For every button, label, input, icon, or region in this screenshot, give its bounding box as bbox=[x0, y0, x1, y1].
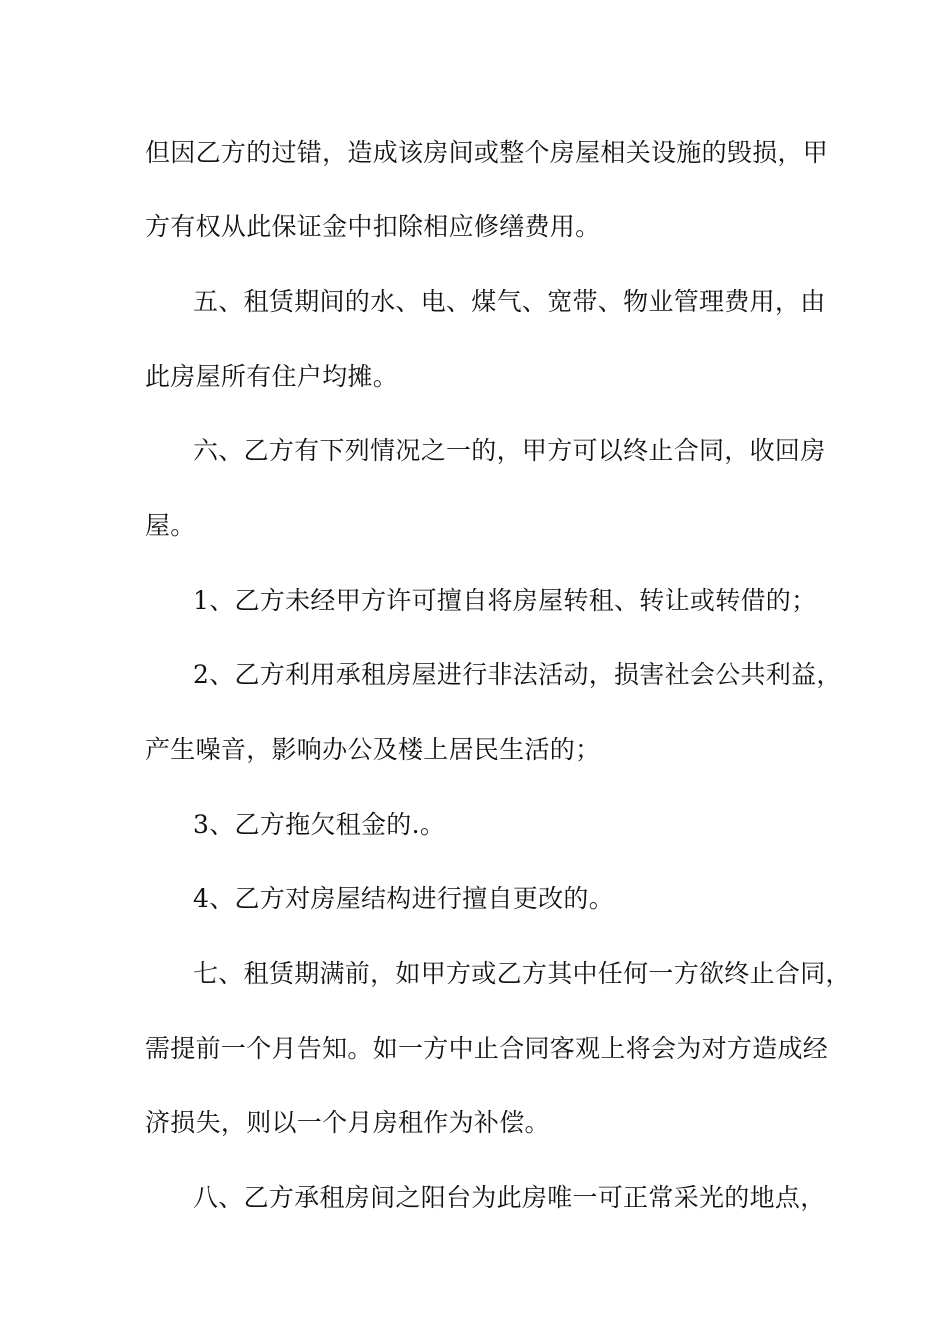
clause-7-line-1: 七、租赁期满前，如甲方或乙方其中任何一方欲终止合同， bbox=[193, 959, 851, 988]
item-2-line-2: 产生噪音，影响办公及楼上居民生活的； bbox=[145, 735, 601, 764]
text-line-2: 方有权从此保证金中扣除相应修缮费用。 bbox=[145, 212, 601, 241]
item-2-line-1: 2、乙方利用承租房屋进行非法活动，损害社会公共利益， bbox=[193, 660, 842, 689]
clause-7-line-3: 济损失，则以一个月房租作为补偿。 bbox=[145, 1108, 550, 1137]
text-line-1: 但因乙方的过错，造成该房间或整个房屋相关设施的毁损，甲 bbox=[145, 138, 829, 167]
clause-6-line-2: 屋。 bbox=[145, 511, 196, 540]
clause-7-line-2: 需提前一个月告知。如一方中止合同客观上将会为对方造成经 bbox=[145, 1034, 829, 1063]
clause-6-line-1: 六、乙方有下列情况之一的，甲方可以终止合同，收回房 bbox=[193, 436, 826, 465]
clause-5-line-1: 五、租赁期间的水、电、煤气、宽带、物业管理费用，由 bbox=[193, 287, 826, 316]
item-3-line: 3、乙方拖欠租金的.。 bbox=[193, 810, 446, 839]
item-1-line: 1、乙方未经甲方许可擅自将房屋转租、转让或转借的； bbox=[193, 586, 817, 615]
clause-5-line-2: 此房屋所有住户均摊。 bbox=[145, 362, 399, 391]
clause-8-line-1: 八、乙方承租房间之阳台为此房唯一可正常采光的地点， bbox=[193, 1183, 826, 1212]
item-4-line: 4、乙方对房屋结构进行擅自更改的。 bbox=[193, 884, 615, 913]
